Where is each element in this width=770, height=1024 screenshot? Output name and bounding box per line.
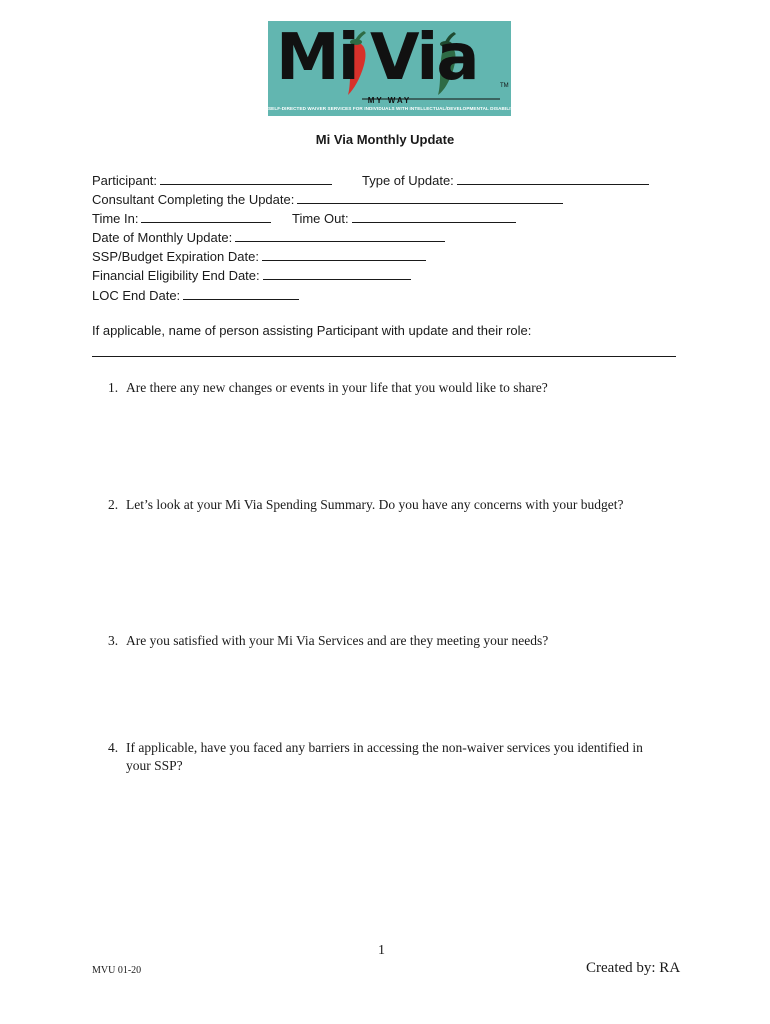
consultant-label: Consultant Completing the Update: <box>92 192 295 207</box>
time-out-field[interactable] <box>352 208 516 223</box>
financial-eligibility-row <box>92 265 411 285</box>
logo-text-via: Via <box>370 21 478 95</box>
participant-label: Participant: <box>92 173 158 188</box>
assist-field[interactable] <box>92 356 676 357</box>
time-in-label: Time In: <box>92 211 139 226</box>
loc-end-row <box>92 285 299 305</box>
financial-eligibility-label: Financial Eligibility End Date: <box>92 268 260 283</box>
assist-prompt: If applicable, name of person assisting Participant with update and their role: <box>92 323 532 338</box>
loc-end-field[interactable] <box>183 285 299 300</box>
question-4 <box>108 739 668 775</box>
time-in-field[interactable] <box>141 208 271 223</box>
logo-text-mi: Mi <box>276 21 358 95</box>
date-of-update-row <box>92 227 445 247</box>
type-of-update-field[interactable] <box>457 170 649 185</box>
mi-via-logo <box>268 21 522 116</box>
form-code: MVU 01-20 <box>92 965 142 976</box>
date-of-update-field[interactable] <box>235 227 445 242</box>
question-text: Let’s look at your Mi Via Spending Summary. Do you have any concerns with your budget? <box>126 497 624 512</box>
date-of-update-label: Date of Monthly Update: <box>92 230 233 245</box>
participant-row <box>92 170 332 190</box>
time-out-label: Time Out: <box>292 211 349 226</box>
logo-subtitle: MY WAY <box>367 96 412 105</box>
logo-tagline: SELF-DIRECTED WAIVER SERVICES FOR INDIVIDUALS WITH INTELLECTUAL/DEVELOPMENTAL DISABILITIES <box>268 106 522 111</box>
time-in-row <box>92 208 271 228</box>
logo-trademark: TM <box>500 83 509 89</box>
ssp-expiration-field[interactable] <box>262 246 426 261</box>
type-of-update-row <box>362 170 649 190</box>
participant-field[interactable] <box>160 170 332 185</box>
page-number: 1 <box>378 943 385 958</box>
question-text: If applicable, have you faced any barriers in accessing the non-waiver services you identified in your SSP? <box>126 740 643 773</box>
question-text: Are there any new changes or events in your life that you would like to share? <box>126 380 548 395</box>
ssp-expiration-row <box>92 246 426 266</box>
question-text: Are you satisfied with your Mi Via Services and are they meeting your needs? <box>126 633 549 648</box>
consultant-field[interactable] <box>297 189 563 204</box>
ssp-expiration-label: SSP/Budget Expiration Date: <box>92 249 259 264</box>
question-3 <box>108 632 668 650</box>
question-number: 2. <box>108 497 119 512</box>
created-by: Created by: RA <box>586 960 681 976</box>
question-1 <box>108 379 668 397</box>
question-number: 1. <box>108 380 119 395</box>
page-title: Mi Via Monthly Update <box>315 132 455 147</box>
time-out-row <box>292 208 516 228</box>
question-number: 3. <box>108 633 119 648</box>
question-number: 4. <box>108 740 119 755</box>
consultant-row <box>92 189 563 209</box>
question-2 <box>108 496 668 514</box>
financial-eligibility-field[interactable] <box>263 265 411 280</box>
loc-end-label: LOC End Date: <box>92 288 181 303</box>
type-of-update-label: Type of Update: <box>362 173 454 188</box>
